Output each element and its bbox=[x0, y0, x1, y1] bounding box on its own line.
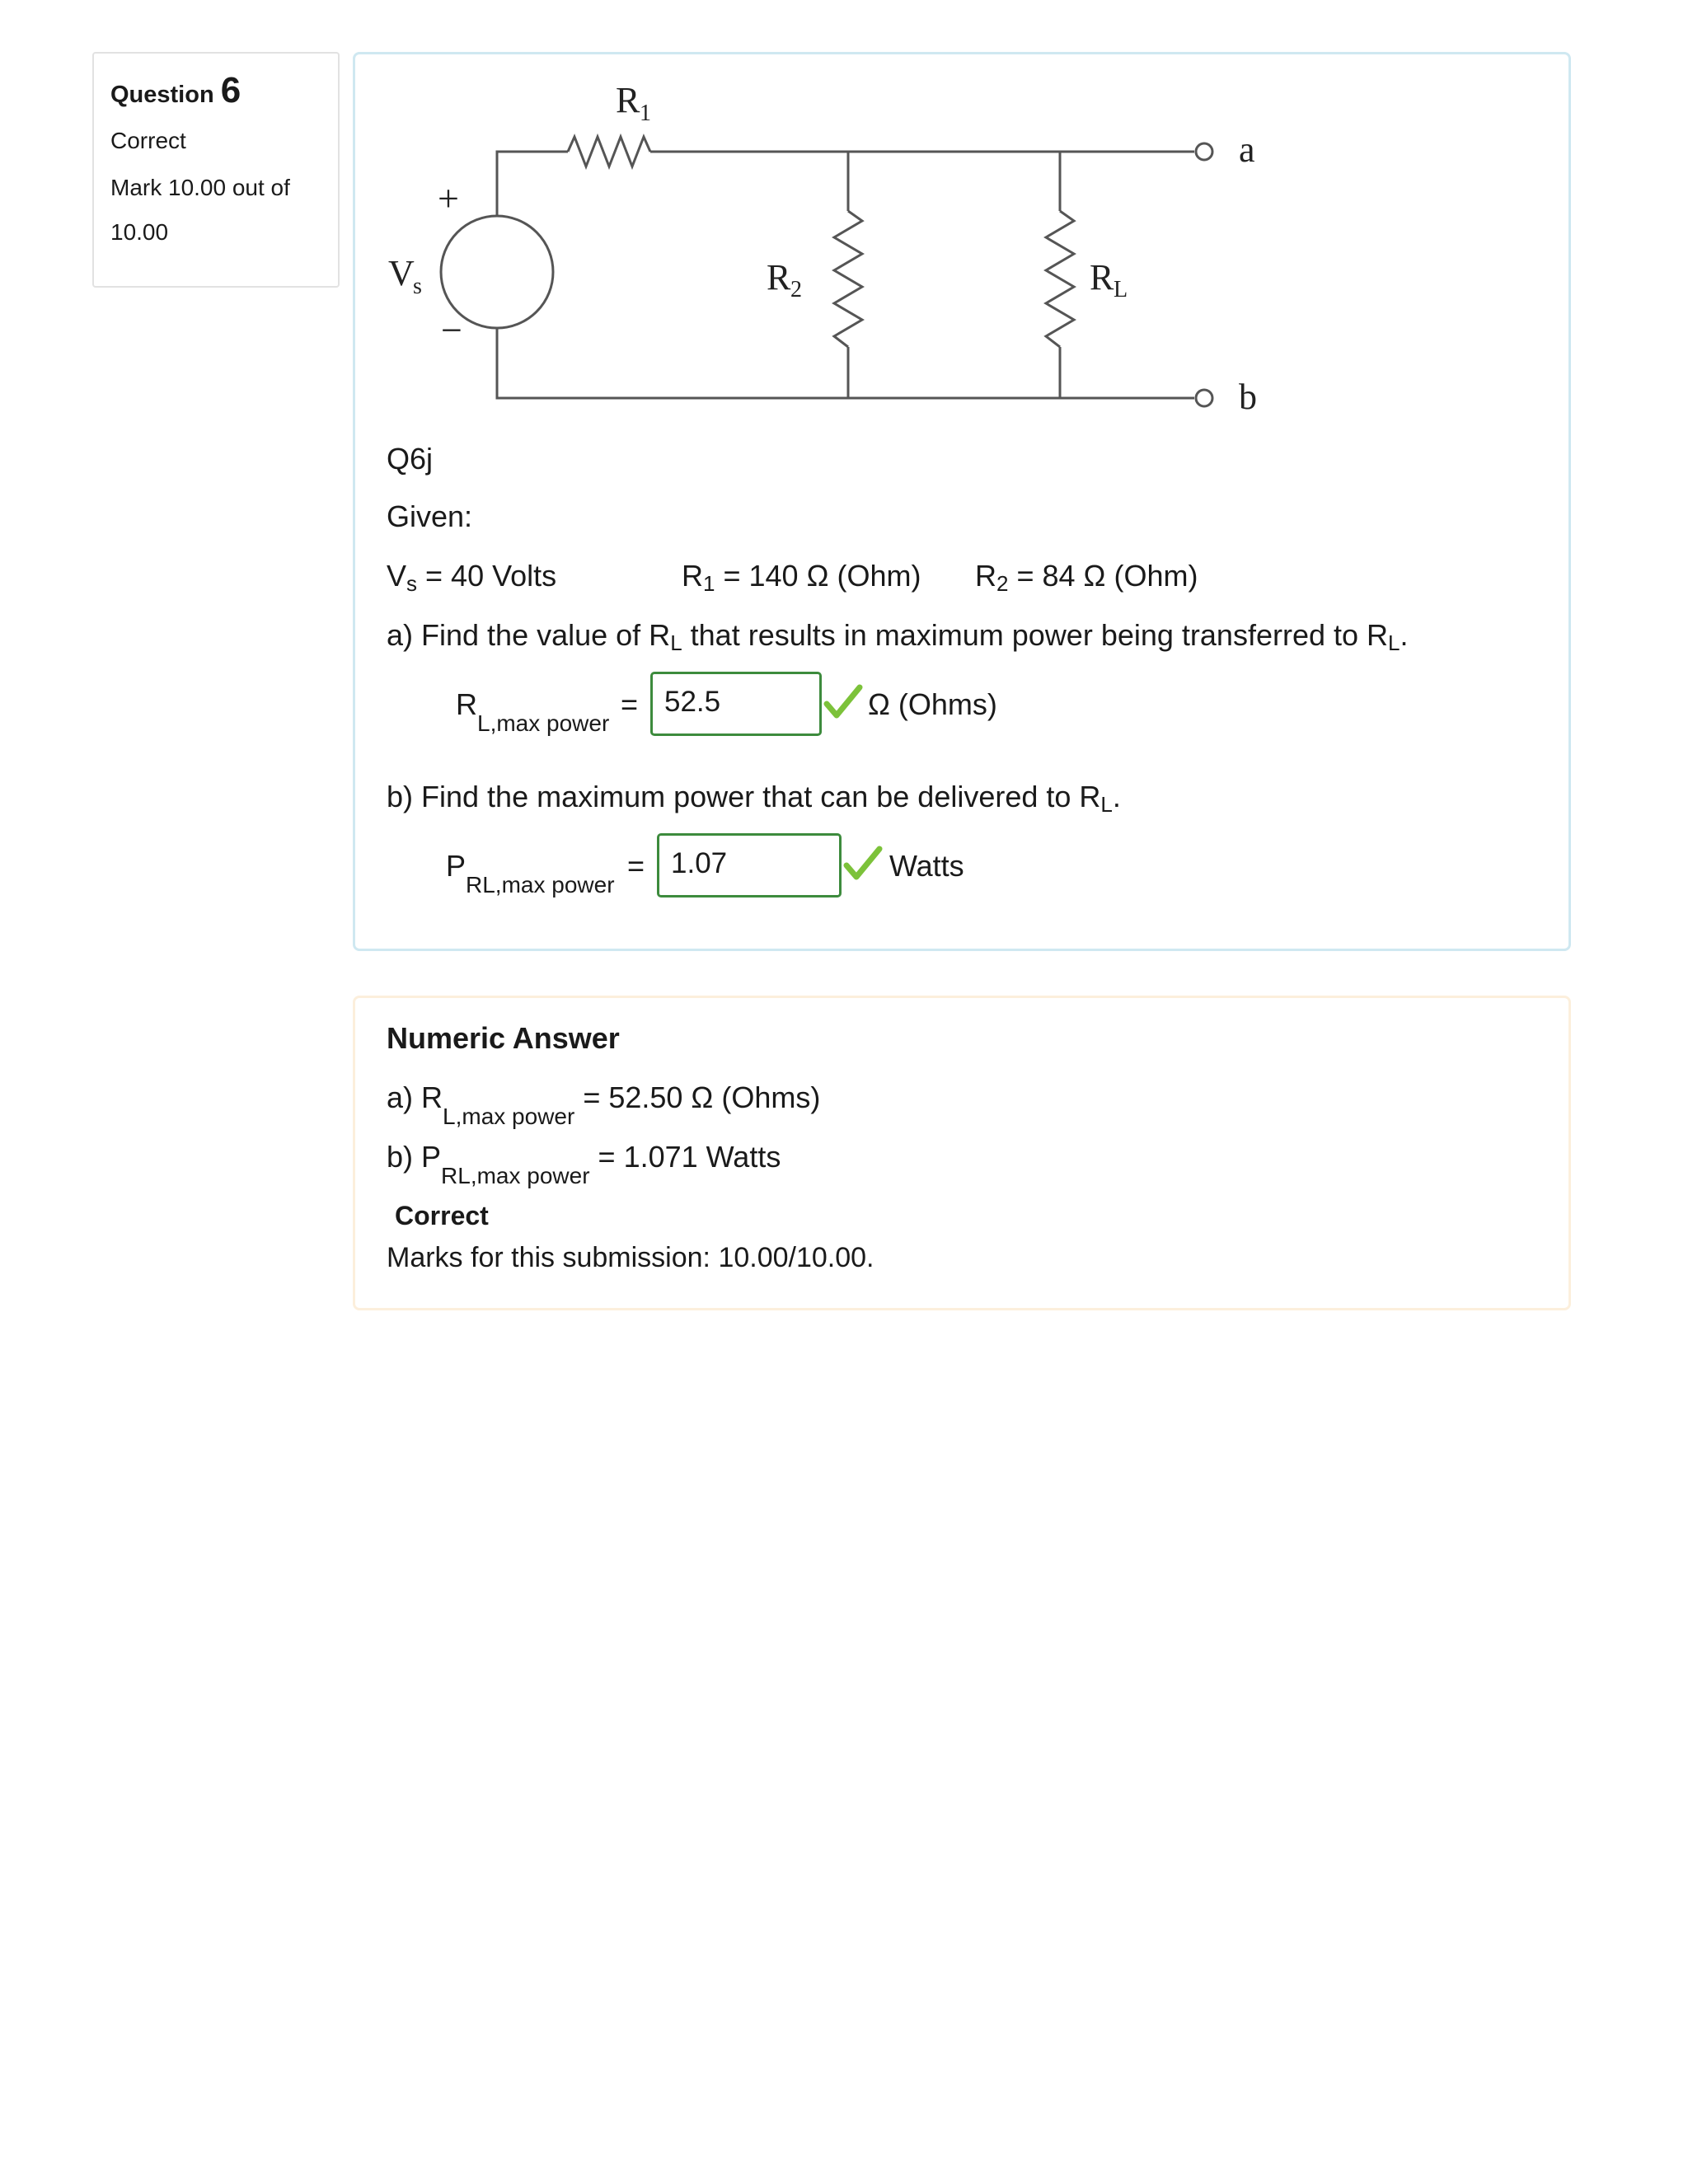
part-a-text-after: that results in maximum power being transferred to R bbox=[682, 618, 1389, 652]
r1-symbol: R bbox=[682, 559, 703, 593]
question-number: 6 bbox=[220, 70, 241, 110]
feedback-b-value: = 1.071 Watts bbox=[589, 1140, 781, 1174]
part-a-lhs bbox=[456, 687, 610, 737]
circuit-diagram bbox=[355, 54, 1573, 483]
vs-symbol: V bbox=[387, 559, 407, 593]
rl-resistor bbox=[1046, 211, 1074, 347]
feedback-status: Correct bbox=[395, 1201, 489, 1230]
r1-label-sub: 1 bbox=[640, 101, 651, 126]
vs-label-sub: s bbox=[413, 274, 422, 299]
question-info-panel bbox=[92, 52, 340, 288]
part-b-lhs bbox=[446, 849, 615, 898]
plus-sign: + bbox=[438, 177, 459, 219]
given-vs bbox=[387, 559, 557, 596]
question-state: Correct bbox=[110, 128, 186, 153]
part-b-end: . bbox=[1112, 780, 1121, 813]
part-b-text-before: b) Find the maximum power that can be delivered to R bbox=[387, 780, 1101, 813]
question-label: Question bbox=[110, 82, 214, 108]
given-label: Given: bbox=[387, 499, 473, 533]
part-a-answer-input[interactable]: 52.5 bbox=[650, 672, 822, 736]
wire-bottom bbox=[497, 328, 1194, 398]
given-r1 bbox=[682, 559, 921, 596]
part-a-sub1: L bbox=[670, 630, 682, 655]
vs-label: V bbox=[388, 253, 415, 293]
rl-label-sub: L bbox=[1114, 277, 1128, 302]
part-b-answer-input[interactable]: 1.07 bbox=[657, 833, 842, 898]
r1-resistor bbox=[568, 137, 650, 166]
terminal-b-label: b bbox=[1239, 377, 1257, 417]
feedback-a-prefix: a) R bbox=[387, 1080, 443, 1114]
vs-value: = 40 Volts bbox=[425, 559, 557, 593]
r2-label-sub: 2 bbox=[790, 277, 802, 302]
part-a-lhs-subscript: L,max power bbox=[477, 710, 610, 737]
feedback-title: Numeric Answer bbox=[387, 1021, 620, 1055]
r1-label: R bbox=[616, 80, 640, 120]
part-b-lhs-subscript: RL,max power bbox=[466, 872, 615, 898]
question-heading bbox=[110, 70, 321, 111]
part-b-check-icon bbox=[843, 846, 883, 882]
question-id: Q6j bbox=[387, 442, 434, 476]
part-b-sub: L bbox=[1100, 792, 1113, 817]
question-content bbox=[353, 52, 1571, 951]
feedback-b-prefix: b) P bbox=[387, 1140, 442, 1174]
r1-subscript: 1 bbox=[703, 571, 715, 596]
terminal-b bbox=[1196, 390, 1212, 406]
r2-value: = 84 Ω (Ohm) bbox=[1016, 559, 1198, 593]
part-a-text-before: a) Find the value of R bbox=[387, 618, 671, 652]
feedback-b-sub: RL,max power bbox=[441, 1163, 590, 1189]
terminal-a-label: a bbox=[1239, 129, 1255, 170]
terminal-a bbox=[1196, 143, 1212, 160]
feedback-panel bbox=[353, 996, 1571, 1310]
r2-symbol: R bbox=[975, 559, 996, 593]
part-a-sub2: L bbox=[1388, 630, 1400, 655]
feedback-marks: Marks for this submission: 10.00/10.00. bbox=[387, 1242, 874, 1273]
part-b-unit: Watts bbox=[889, 849, 964, 883]
given-r2 bbox=[975, 559, 1198, 596]
part-a-unit: Ω (Ohms) bbox=[868, 687, 997, 721]
part-b-prompt bbox=[387, 780, 1121, 817]
feedback-answer-b bbox=[387, 1140, 781, 1189]
feedback-a-sub: L,max power bbox=[443, 1104, 575, 1130]
part-a-end: . bbox=[1400, 618, 1409, 652]
feedback-a-value: = 52.50 Ω (Ohms) bbox=[574, 1080, 821, 1114]
r2-resistor bbox=[834, 211, 862, 347]
r2-label: R bbox=[767, 257, 791, 298]
part-b-lhs-symbol: P bbox=[446, 849, 467, 883]
part-a-lhs-symbol: R bbox=[456, 687, 477, 721]
r2-subscript: 2 bbox=[996, 571, 1009, 596]
minus-sign: − bbox=[441, 309, 462, 351]
part-a-prompt bbox=[387, 618, 1409, 653]
part-b-equals: = bbox=[627, 849, 645, 883]
part-a-check-icon bbox=[823, 684, 863, 720]
question-grade: Mark 10.00 out of 10.00 bbox=[110, 175, 290, 245]
rl-label: R bbox=[1090, 257, 1114, 298]
feedback-answer-a bbox=[387, 1080, 821, 1130]
vs-subscript: s bbox=[406, 571, 418, 596]
r1-value: = 140 Ω (Ohm) bbox=[723, 559, 921, 593]
part-a-equals: = bbox=[621, 687, 639, 721]
